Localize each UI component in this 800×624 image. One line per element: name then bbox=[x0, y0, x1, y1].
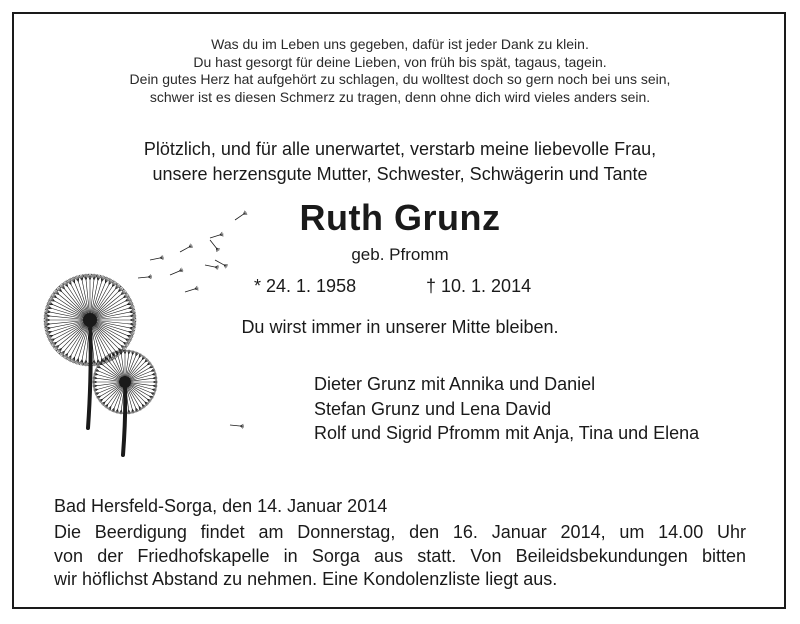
mourner-line: Stefan Grunz und Lena David bbox=[314, 398, 552, 419]
dandelion-icon bbox=[30, 200, 260, 460]
funeral-info bbox=[54, 521, 746, 592]
death-announcement bbox=[0, 137, 800, 187]
poem-line: Was du im Leben uns gegeben, dafür ist jeder Dank zu klein. bbox=[211, 36, 589, 52]
funeral-line: Die Beerdigung findet am Donnerstag, den 16. Januar 2014, um 14.00 Uhr bbox=[54, 522, 746, 542]
mourner-line: Rolf und Sigrid Pfromm mit Anja, Tina und Elena bbox=[314, 423, 700, 443]
funeral-line: wir höflichst Abstand zu nehmen. Eine Kondolenzliste liegt aus. bbox=[54, 569, 558, 589]
funeral-line: von der Friedhofskapelle in Sorga aus statt. Von Beileidsbekundungen bitten bbox=[54, 545, 746, 566]
poem-line: schwer ist es diesen Schmerz zu tragen, denn ohne dich wird vieles anders sein. bbox=[149, 88, 651, 105]
flying-seeds bbox=[138, 211, 247, 429]
deceased-name: Ruth Grunz bbox=[299, 197, 501, 238]
motto: Du wirst immer in unserer Mitte bleiben. bbox=[241, 317, 559, 337]
maiden-name: geb. Pfromm bbox=[351, 245, 449, 264]
announcement-line: unsere herzensgute Mutter, Schwester, Schwägerin und Tante bbox=[152, 164, 648, 184]
place-and-date: Bad Hersfeld-Sorga, den 14. Januar 2014 bbox=[54, 496, 388, 516]
death-date: † 10. 1. 2014 bbox=[426, 276, 532, 296]
mourners-list bbox=[314, 372, 699, 446]
poem bbox=[0, 36, 800, 106]
dandelion-stem-small bbox=[123, 385, 125, 455]
birth-date: * 24. 1. 1958 bbox=[254, 276, 357, 296]
poem-line: Du hast gesorgt für deine Lieben, von früh bis spät, tagaus, tagein. bbox=[193, 53, 607, 70]
mourner-line: Dieter Grunz mit Annika und Daniel bbox=[314, 374, 596, 394]
poem-line: Dein gutes Herz hat aufgehört zu schlagen, du wolltest doch so gern noch bei uns sein, bbox=[129, 71, 671, 87]
announcement-line: Plötzlich, und für alle unerwartet, verstarb meine liebevolle Frau, bbox=[143, 139, 657, 159]
